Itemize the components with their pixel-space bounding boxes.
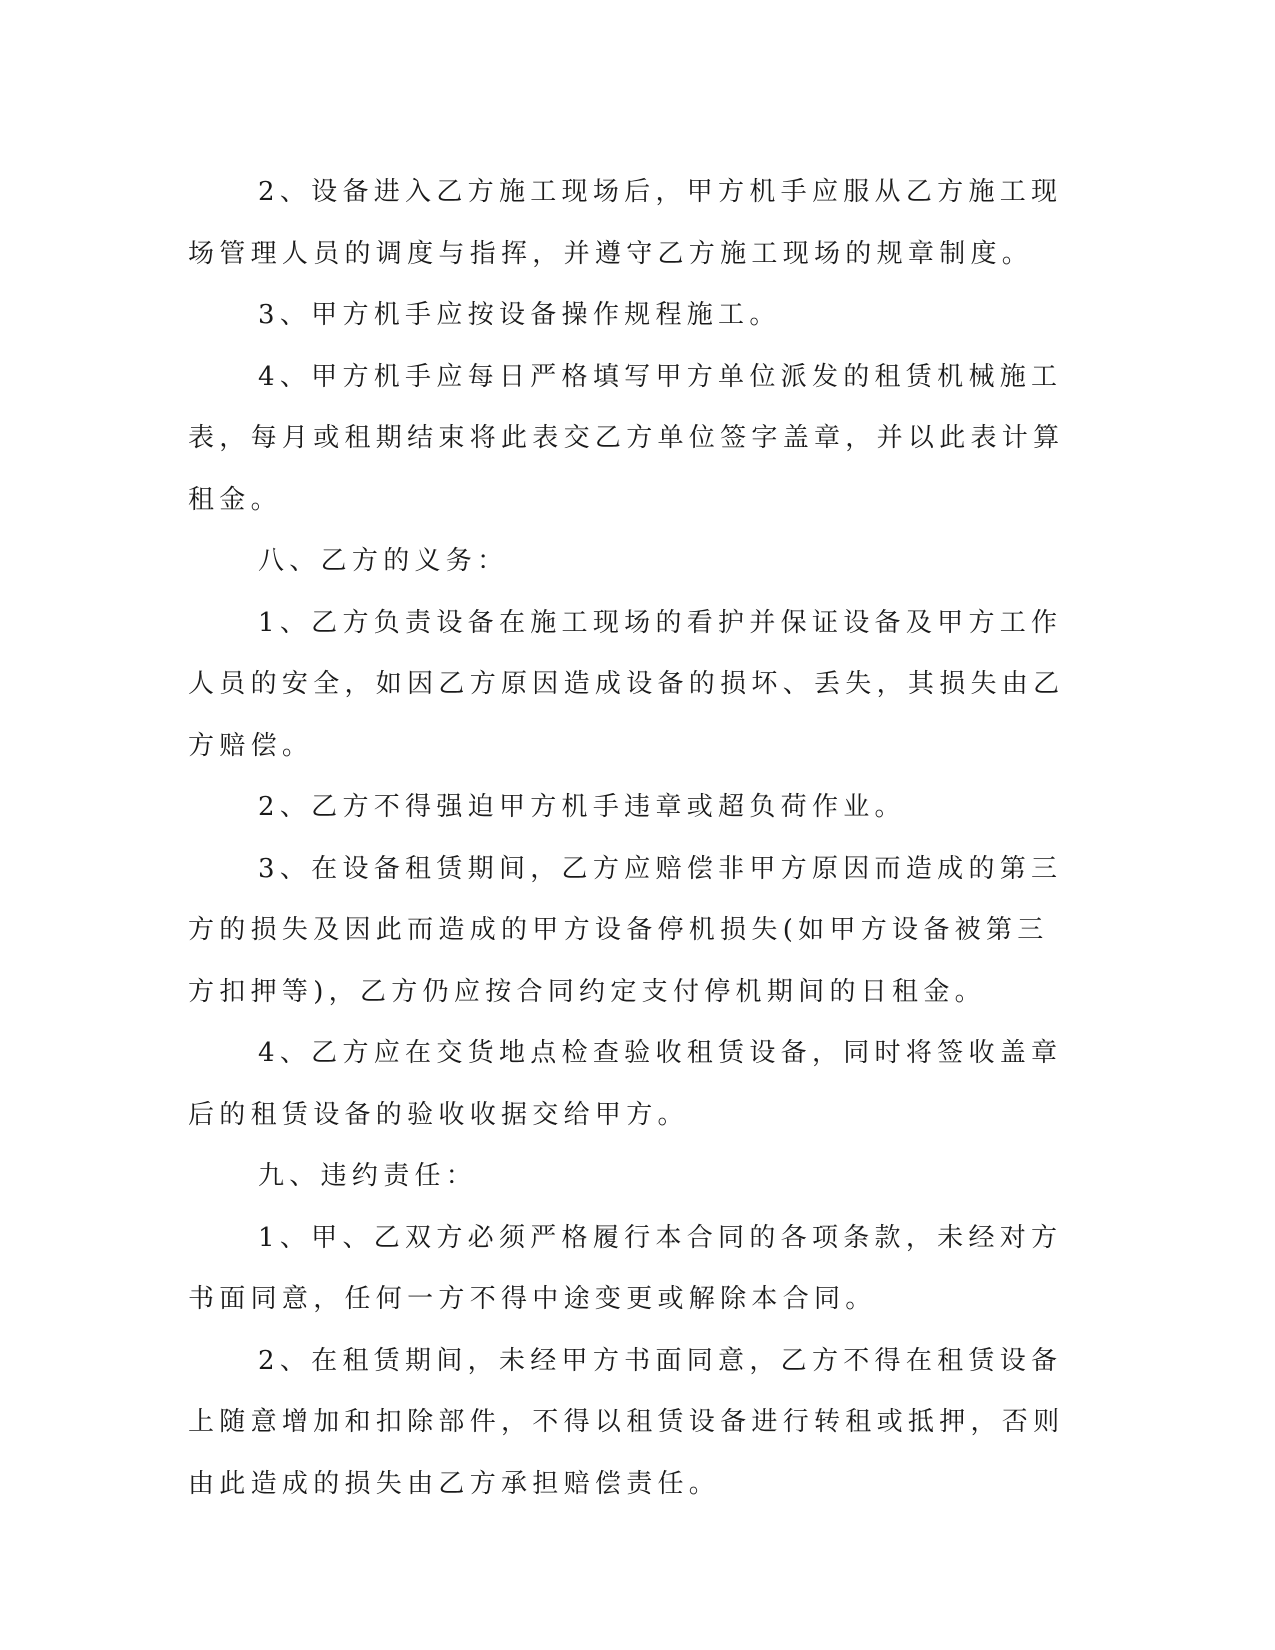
paragraph-lessee-equipment-custody: 1、乙方负责设备在施工现场的看护并保证设备及甲方工作人员的安全，如因乙方原因造成设备的损坏、丢失，其损失由乙方赔偿。	[188, 607, 1065, 761]
paragraph-no-forced-violations: 2、乙方不得强迫甲方机手违章或超负荷作业。	[258, 792, 906, 822]
paragraph-third-party-losses: 3、在设备租赁期间，乙方应赔偿非甲方原因而造成的第三方的损失及因此而造成的甲方设备停机损失(如甲方设备被第三方扣押等)，乙方仍应按合同约定支付停机期间的日租金。	[188, 853, 1063, 1007]
section-heading-breach-liability: 九、违约责任：	[258, 1161, 478, 1191]
document-body	[188, 162, 1068, 1515]
paragraph-lessor-operator-obey-site-management: 2、设备进入乙方施工现场后，甲方机手应服从乙方施工现场管理人员的调度与指挥，并遵守乙方施工现场的规章制度。	[188, 177, 1063, 269]
paragraph-strict-performance: 1、甲、乙双方必须严格履行本合同的各项条款，未经对方书面同意，任何一方不得中途变更或解除本合同。	[188, 1222, 1063, 1314]
paragraph-daily-construction-form: 4、甲方机手应每日严格填写甲方单位派发的租赁机械施工表，每月或租期结束将此表交乙方单位签字盖章，并以此表计算租金。	[188, 361, 1065, 515]
paragraph-no-modification-or-sublease: 2、在租赁期间，未经甲方书面同意，乙方不得在租赁设备上随意增加和扣除部件，不得以租赁设备进行转租或抵押，否则由此造成的损失由乙方承担赔偿责任。	[188, 1345, 1065, 1499]
paragraph-delivery-inspection: 4、乙方应在交货地点检查验收租赁设备，同时将签收盖章后的租赁设备的验收收据交给甲方。	[188, 1038, 1063, 1130]
section-heading-lessee-obligations: 八、乙方的义务：	[258, 546, 509, 576]
paragraph-operator-follow-procedures: 3、甲方机手应按设备操作规程施工。	[258, 300, 781, 330]
